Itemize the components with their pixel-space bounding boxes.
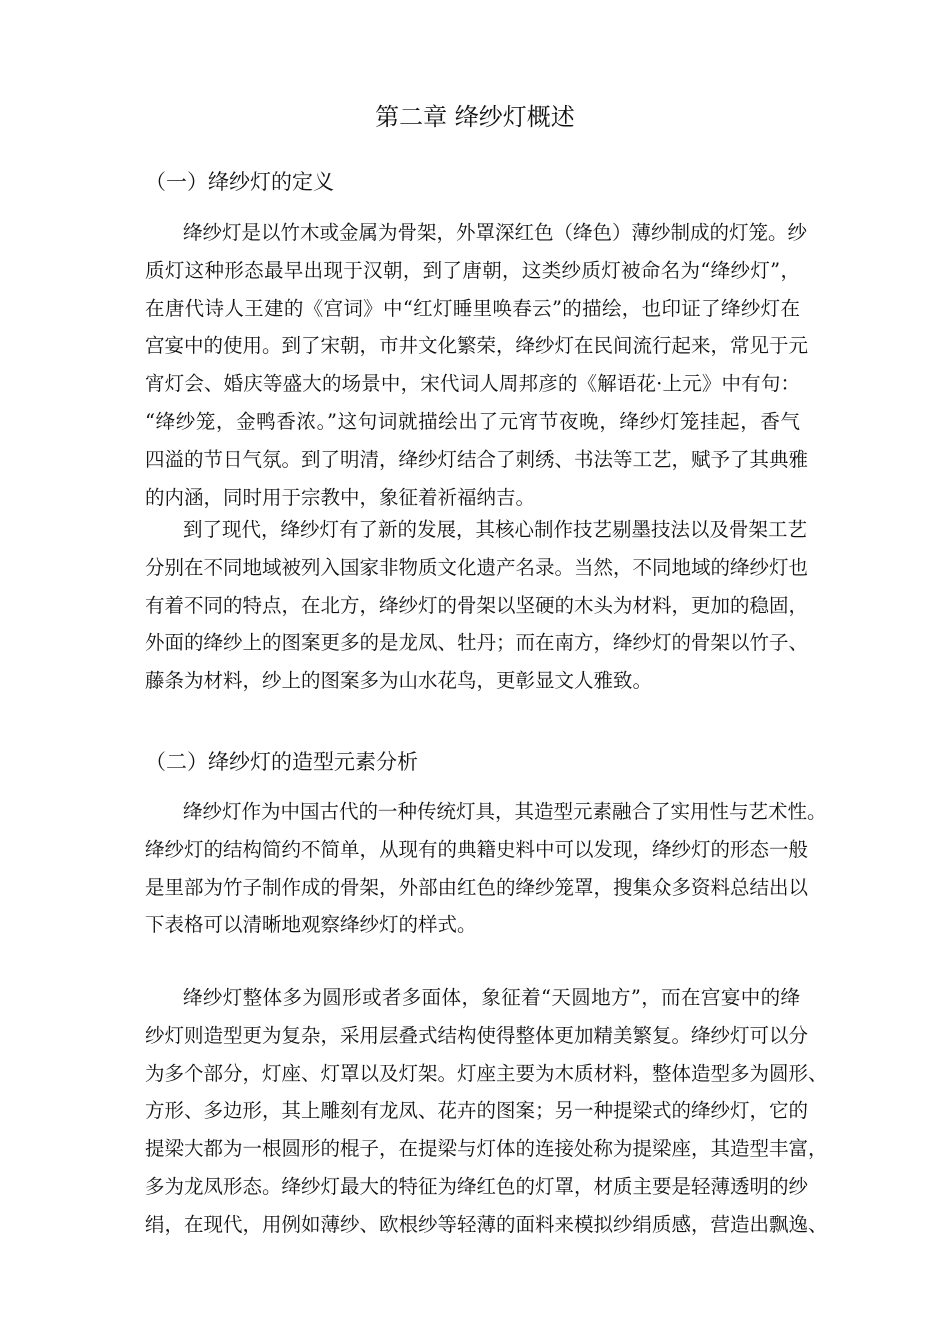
paragraph — [145, 793, 827, 944]
text-line: 提梁大都为一根圆形的棍子，在提梁与灯体的连接处称为提梁座，其造型丰富， — [145, 1137, 828, 1161]
text-line: 宫宴中的使用。到了宋朝，市井文化繁荣，绛纱灯在民间流行起来，常见于元 — [145, 334, 809, 358]
text-line: 绢，在现代，用例如薄纱、欧根纱等轻薄的面料来模拟纱绢质感，营造出飘逸、 — [145, 1212, 828, 1236]
text-line: 到了现代，绛纱灯有了新的发展，其核心制作技艺剔墨技法以及骨架工艺 — [183, 518, 808, 541]
section-heading-shape-analysis: （二）绛纱灯的造型元素分析 — [145, 750, 418, 774]
text-line: 分别在不同地域被列入国家非物质文化遗产名录。当然，不同地域的绛纱灯也 — [145, 555, 809, 579]
text-line: 下表格可以清晰地观察绛纱灯的样式。 — [145, 913, 477, 937]
text-line: 绛纱灯整体多为圆形或者多面体，象征着“天圆地方”，而在宫宴中的绛 — [183, 986, 800, 1009]
text-line: 的内涵，同时用于宗教中，象征着祈福纳吉。 — [145, 485, 536, 509]
chapter-title: 第二章 绛纱灯概述 — [375, 103, 575, 131]
text-line: 是里部为竹子制作成的骨架，外部由红色的绛纱笼罩，搜集众多资料总结出以 — [145, 875, 809, 899]
text-line: 质灯这种形态最早出现于汉朝，到了唐朝，这类纱质灯被命名为“绛纱灯”， — [145, 258, 800, 282]
text-line: 方形、多边形，其上雕刻有龙凤、花卉的图案；另一种提梁式的绛纱灯，它的 — [145, 1099, 809, 1123]
section-heading-definition: （一）绛纱灯的定义 — [145, 170, 334, 194]
text-line: 多为龙凤形态。绛纱灯最大的特征为绛红色的灯罩，材质主要是轻薄透明的纱 — [145, 1174, 809, 1198]
paragraph — [145, 511, 809, 700]
text-line: 四溢的节日气氛。到了明清，绛纱灯结合了刺绣、书法等工艺，赋予了其典雅 — [145, 447, 809, 471]
text-line: 外面的绛纱上的图案更多的是龙凤、牡丹；而在南方，绛纱灯的骨架以竹子、 — [145, 631, 809, 655]
text-line: 在唐代诗人王建的《宫词》中“红灯睡里唤春云”的描绘，也印证了绛纱灯在 — [145, 296, 800, 320]
text-line: “绛纱笼，金鸭香浓。”这句词就描绘出了元宵节夜晚，绛纱灯笼挂起，香气 — [145, 409, 800, 433]
text-line: 绛纱灯是以竹木或金属为骨架，外罩深红色（绛色）薄纱制成的灯笼。纱 — [183, 221, 808, 244]
paragraph — [145, 214, 809, 516]
text-line: 纱灯则造型更为复杂，采用层叠式结构使得整体更加精美繁复。绛纱灯可以分 — [145, 1023, 809, 1047]
text-line: 为多个部分，灯座、灯罩以及灯架。灯座主要为木质材料，整体造型多为圆形、 — [145, 1061, 828, 1085]
text-line: 藤条为材料，纱上的图案多为山水花鸟，更彰显文人雅致。 — [145, 669, 653, 693]
text-line: 绛纱灯的结构简约不简单，从现有的典籍史料中可以发现，绛纱灯的形态一般 — [145, 837, 809, 861]
text-line: 宵灯会、婚庆等盛大的场景中，宋代词人周邦彦的《解语花·上元》中有句： — [145, 372, 800, 396]
text-line: 有着不同的特点，在北方，绛纱灯的骨架以坚硬的木头为材料，更加的稳固， — [145, 593, 809, 617]
text-line: 绛纱灯作为中国古代的一种传统灯具，其造型元素融合了实用性与艺术性。 — [183, 800, 827, 823]
paragraph — [145, 979, 828, 1244]
